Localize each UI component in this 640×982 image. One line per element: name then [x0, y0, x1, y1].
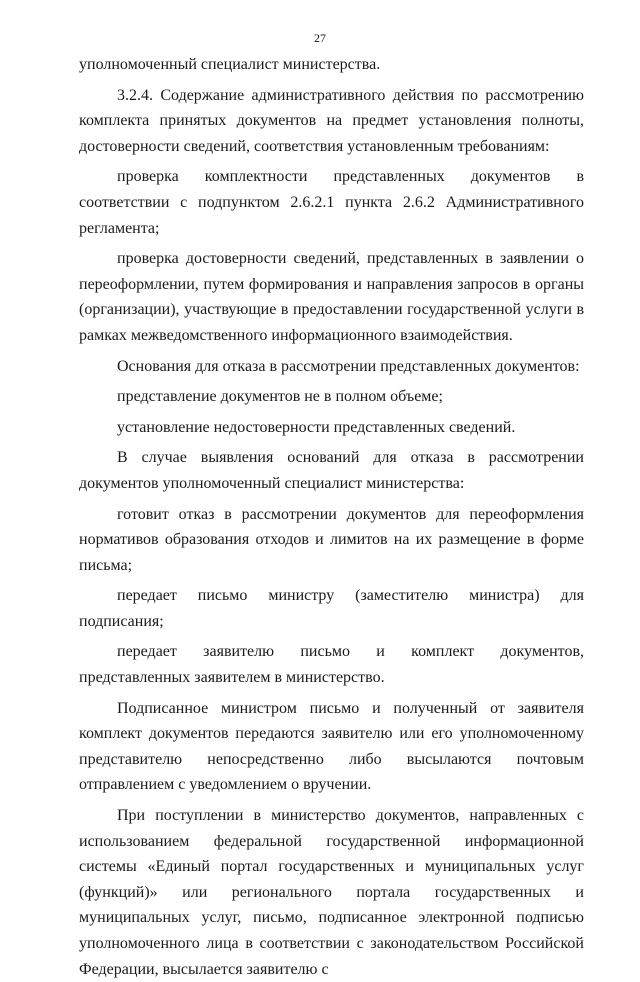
- paragraph-incomplete-documents: представление документов не в полном объеме;: [117, 388, 443, 406]
- paragraph-section-3-2-4: 3.2.4. Содержание административного действия по рассмотрению комплекта принятых документов на предмет установления полноты, достоверности сведений, соответствия установленным требованиям:: [79, 86, 584, 155]
- paragraph-continuation: уполномоченный специалист министерства.: [79, 56, 381, 73]
- paragraph-returns-documents: передает заявителю письмо и комплект документов, представленных заявителем в министерство.: [79, 643, 584, 687]
- paragraph-prepares-refusal: готовит отказ в рассмотрении документов для переоформления нормативов образования отходов и лимитов на их размещение в форме письма;: [79, 505, 584, 574]
- paragraph-completeness-check: проверка комплектности представленных документов в соответствии с подпунктом 2.6.2.1 пункта 2.6.2 Административного регламента;: [79, 168, 584, 237]
- paragraph-electronic-submission: При поступлении в министерство документов, направленных с использованием федеральной государственной информационной системы «Единый портал государственных и муниципальных услуг (функций)» или регионального портала государственных и муниципальных услуг, письмо, подписанное электронной подписью уполномоченного лица в соответствии с законодательством Российской Федерации, высылается заявителю с: [79, 807, 584, 978]
- paragraph-refusal-grounds: Основания для отказа в рассмотрении представленных документов:: [117, 357, 580, 375]
- paragraph-refusal-case: В случае выявления оснований для отказа в рассмотрении документов уполномоченный специалист министерства:: [79, 449, 584, 492]
- paragraph-signed-letter: Подписанное министром письмо и полученный от заявителя комплект документов передаются заявителю или его уполномоченному представителю непосредственно либо высылаются почтовым отправлением с уведомлением о вручении.: [79, 699, 584, 794]
- paragraph-sends-to-minister: передает письмо министру (заместителю министра) для подписания;: [79, 587, 584, 630]
- page-number: 27: [314, 31, 326, 45]
- paragraph-reliability-check: проверка достоверности сведений, представленных в заявлении о переоформлении, путем формирования и направления запросов в органы (организации), участвующие в предоставлении государственной услуги в рамках межведомственного информационного взаимодействия.: [79, 250, 584, 344]
- document-body: [79, 52, 584, 982]
- paragraph-unreliable-info: установление недостоверности представленных сведений.: [117, 418, 516, 436]
